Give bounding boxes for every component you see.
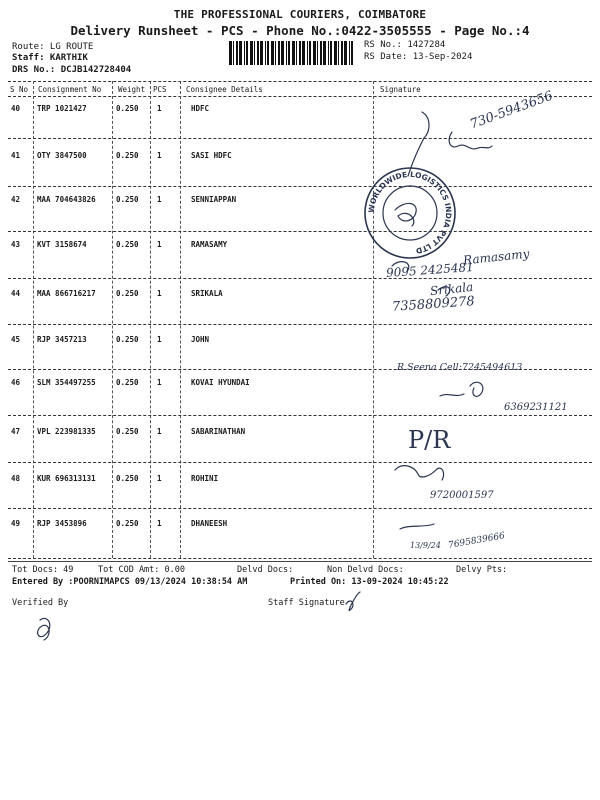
row-pcs: 1 <box>157 378 162 387</box>
row-consignee: JOHN <box>191 335 210 344</box>
non-delivered-docs: Non Delvd Docs: <box>327 565 404 575</box>
row-sno: 41 <box>11 151 21 160</box>
row-weight: 0.250 <box>116 151 139 160</box>
row-sno: 40 <box>11 104 21 113</box>
row-sno: 48 <box>11 474 21 483</box>
row-pcs: 1 <box>157 335 162 344</box>
handwritten-name-44: Srikala <box>429 279 474 299</box>
col-header-sno: S No <box>10 85 29 94</box>
row-consignment: TRP 1021427 <box>37 104 87 113</box>
row-weight: 0.250 <box>116 519 139 528</box>
col-header-weight: Weight <box>118 85 146 94</box>
row-consignment: OTY 3847500 <box>37 151 87 160</box>
row-consignee: SENNIAPPAN <box>191 195 237 204</box>
row-weight: 0.250 <box>116 195 139 204</box>
row-pcs: 1 <box>157 427 162 436</box>
row-consignment: KUR 696313131 <box>37 474 96 483</box>
handwritten-phone-48: 9720001597 <box>430 490 494 501</box>
row-consignee: SASI HDFC <box>191 151 232 160</box>
printed-on: Printed On: 13-09-2024 10:45:22 <box>290 577 449 587</box>
staff-signature-label: Staff Signature <box>268 598 345 608</box>
col-header-pcs: PCS <box>153 85 167 94</box>
row-consignment: RJP 3453896 <box>37 519 87 528</box>
row-sno: 42 <box>11 195 21 204</box>
row-pcs: 1 <box>157 104 162 113</box>
row-consignment: MAA 704643826 <box>37 195 96 204</box>
row-sno: 43 <box>11 240 21 249</box>
row-pcs: 1 <box>157 195 162 204</box>
row-consignee: SRIKALA <box>191 289 223 298</box>
handwritten-phone-43: 9095 2425481 <box>385 259 475 281</box>
handwritten-phone-40: 730-5943656 <box>468 88 556 133</box>
row-consignee: SABARINATHAN <box>191 427 246 436</box>
company-stamp <box>363 166 457 260</box>
row-consignee: DHANEESH <box>191 519 228 528</box>
handwritten-name-43: Ramasamy <box>462 246 531 268</box>
rs-number: RS No.: 1427284 <box>364 40 446 50</box>
row-weight: 0.250 <box>116 427 139 436</box>
handwritten-phone-46: 6369231121 <box>504 402 568 413</box>
verified-by-label: Verified By <box>12 598 69 608</box>
row-sno: 45 <box>11 335 21 344</box>
row-consignment: SLM 354497255 <box>37 378 96 387</box>
row-pcs: 1 <box>157 289 162 298</box>
handwritten-phone-49: 7695839666 <box>447 531 506 551</box>
row-consignment: MAA 866716217 <box>37 289 96 298</box>
staff-label: Staff: KARTHIK <box>12 53 88 63</box>
svg-text:WORLDWIDE LOGISTICS INDIA PVT: WORLDWIDE LOGISTICS INDIA PVT LTD <box>366 169 454 256</box>
rs-date: RS Date: 13-Sep-2024 <box>364 52 473 62</box>
handwritten-pr-47: P/R <box>408 426 451 454</box>
col-header-signature: Signature <box>380 85 421 94</box>
row-weight: 0.250 <box>116 335 139 344</box>
row-weight: 0.250 <box>116 378 139 387</box>
row-weight: 0.250 <box>116 474 139 483</box>
row-consignee: RAMASAMY <box>191 240 228 249</box>
row-consignment: RJP 3457213 <box>37 335 87 344</box>
delivery-points: Delvy Pts: <box>456 565 508 575</box>
row-weight: 0.250 <box>116 240 139 249</box>
total-cod-amount: Tot COD Amt: 0.00 <box>98 565 185 575</box>
row-weight: 0.250 <box>116 104 139 113</box>
row-pcs: 1 <box>157 519 162 528</box>
row-sno: 49 <box>11 519 21 528</box>
row-sno: 47 <box>11 427 21 436</box>
runsheet-title: Delivery Runsheet - PCS - Phone No.:0422-3505555 - Page No.:4 <box>70 23 530 38</box>
row-consignee: HDFC <box>191 104 210 113</box>
total-docs: Tot Docs: 49 <box>12 565 74 575</box>
row-consignee: ROHINI <box>191 474 219 483</box>
company-name: THE PROFESSIONAL COURIERS, COIMBATORE <box>173 8 427 21</box>
handwritten-phone-44: 7358809278 <box>391 294 476 315</box>
drs-number: DRS No.: DCJB142728404 <box>12 65 132 75</box>
row-pcs: 1 <box>157 151 162 160</box>
delivered-docs: Delvd Docs: <box>237 565 294 575</box>
row-sno: 46 <box>11 378 21 387</box>
handwritten-date-49: 13/9/24 <box>410 541 441 550</box>
row-consignment: VPL 223981335 <box>37 427 96 436</box>
row-pcs: 1 <box>157 474 162 483</box>
row-consignment: KVT 3158674 <box>37 240 87 249</box>
col-header-consignee: Consignee Details <box>186 85 263 94</box>
row-consignee: KOVAI HYUNDAI <box>191 378 250 387</box>
row-weight: 0.250 <box>116 289 139 298</box>
entered-by: Entered By :POORNIMAPCS 09/13/2024 10:38:54 AM <box>12 577 248 587</box>
row-sno: 44 <box>11 289 21 298</box>
handwritten-line-46: R.Seena Cell:7245494613 <box>397 362 523 373</box>
route-label: Route: LG ROUTE <box>12 42 94 52</box>
row-pcs: 1 <box>157 240 162 249</box>
col-header-consignment: Consignment No <box>38 85 102 94</box>
